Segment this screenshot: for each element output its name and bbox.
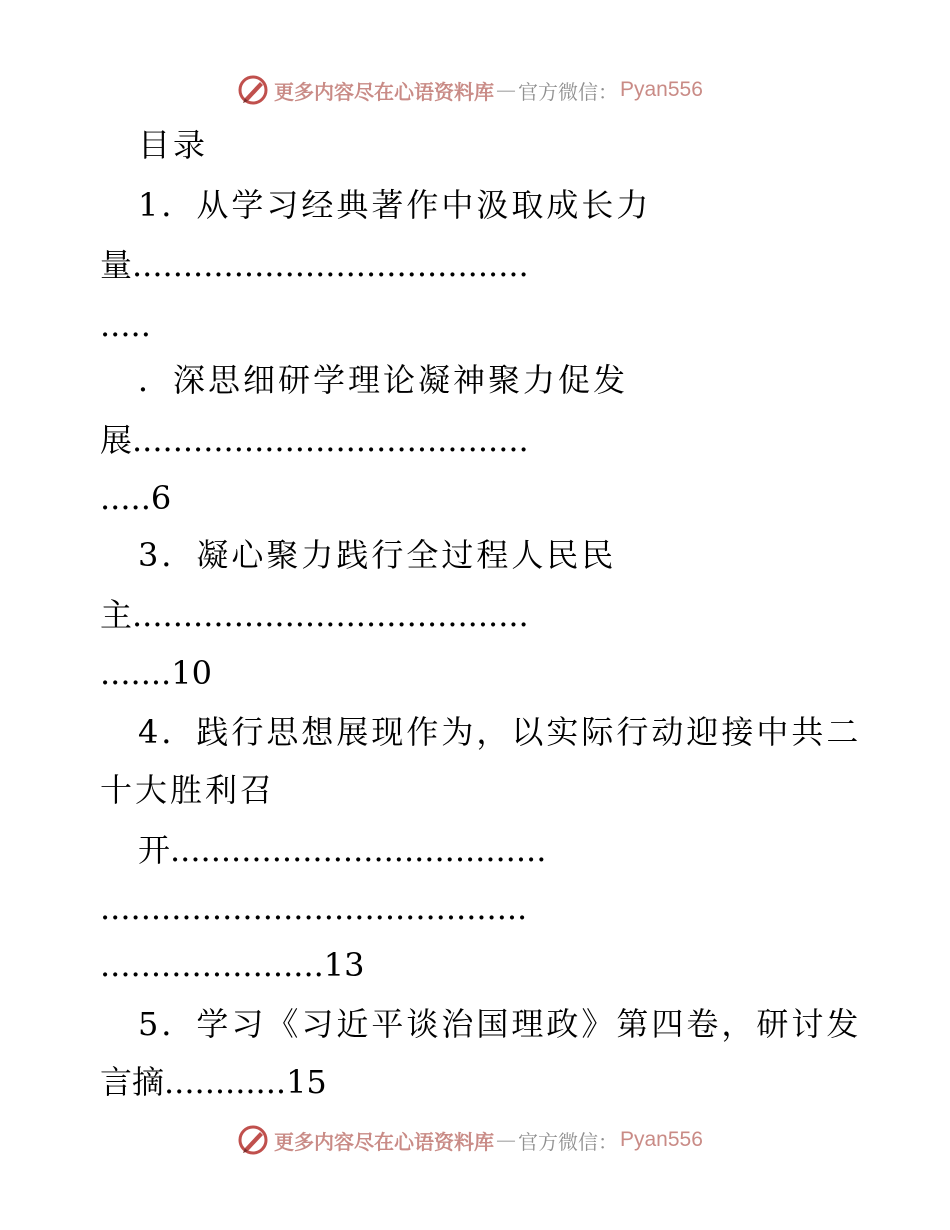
watermark-wechat-id: Pyan556 xyxy=(620,1128,703,1151)
toc-item-3-page: .......10 xyxy=(100,654,212,692)
pen-logo-icon xyxy=(236,1123,270,1157)
toc-item-4-page: ......................13 xyxy=(100,946,365,984)
toc-item-1-leader: 量....................................... xyxy=(100,246,529,284)
watermark-wechat-id: Pyan556 xyxy=(620,78,703,101)
header-watermark xyxy=(236,72,703,108)
toc-item-1-page: ..... xyxy=(100,306,151,344)
toc-item-5-title: 5．学习《习近平谈治国理政》第四卷，研讨发 xyxy=(138,1005,862,1043)
toc-item-2-leader: 展....................................... xyxy=(100,421,529,459)
toc-item-4-title: 4．践行思想展现作为，以实际行动迎接中共二 xyxy=(138,713,862,751)
toc-item-5-page: 言摘............15 xyxy=(100,1063,327,1101)
toc-title: 目录 xyxy=(138,126,209,164)
toc-item-2-page: .....6 xyxy=(100,479,172,517)
watermark-dash: — xyxy=(496,1128,516,1152)
toc-item-4-title-cont: 十大胜利召 xyxy=(100,771,276,809)
watermark-official: 官方微信： xyxy=(518,1129,618,1154)
toc-item-3-title: 3．凝心聚力践行全过程人民民 xyxy=(138,536,617,574)
toc-item-4-leader-2: .......................................... xyxy=(100,889,528,927)
watermark-dash: — xyxy=(496,78,516,102)
watermark-brand: 更多内容尽在心语资料库 xyxy=(274,79,494,104)
pen-logo-icon xyxy=(236,73,270,107)
toc-item-1-title: 1．从学习经典著作中汲取成长力 xyxy=(138,186,652,224)
watermark-official: 官方微信： xyxy=(518,79,618,104)
watermark-brand: 更多内容尽在心语资料库 xyxy=(274,1129,494,1154)
footer-watermark xyxy=(236,1122,703,1158)
toc-item-4-leader-1: 开..................................... xyxy=(138,831,547,869)
toc-item-3-leader: 主....................................... xyxy=(100,596,529,634)
toc-item-2-title: ．深思细研学理论凝神聚力促发 xyxy=(138,361,629,399)
